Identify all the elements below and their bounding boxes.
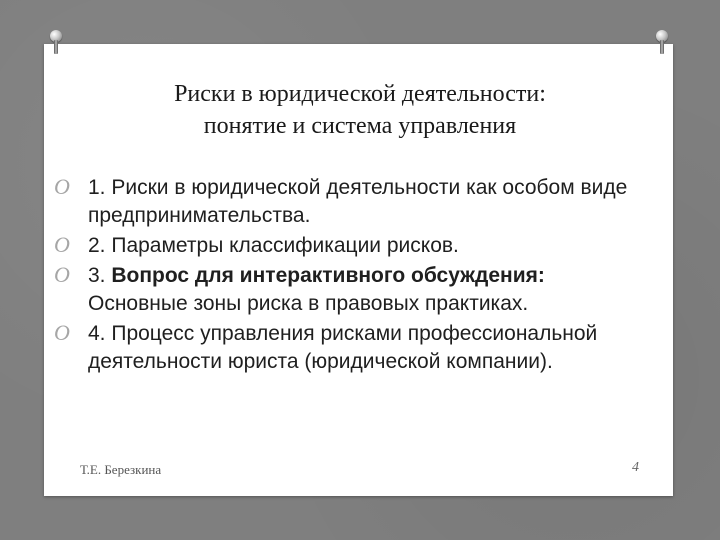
bullet-o-icon: O: [54, 262, 70, 287]
list-item-text: 4. Процесс управления рисками профессиональной деятельности юриста (юридической компании).: [88, 322, 598, 373]
list-item-text: 2. Параметры классификации рисков.: [88, 234, 459, 257]
list-item-number: 3.: [88, 264, 112, 287]
slide-title-line-1: Риски в юридической деятельности:: [174, 81, 546, 107]
pushpin-icon: [48, 30, 64, 54]
slide-title-line-2: понятие и система управления: [203, 113, 517, 139]
list-item: [48, 232, 648, 260]
list-item: [48, 262, 648, 318]
bullet-o-icon: O: [54, 320, 70, 345]
list-item: [48, 174, 648, 230]
bullet-o-icon: O: [54, 232, 70, 257]
list-item: [48, 320, 648, 376]
slide-title: [60, 78, 660, 142]
list-item-text: Основные зоны риска в правовых практиках.: [88, 292, 529, 315]
list-item-text: 1. Риски в юридической деятельности как особом виде предпринимательства.: [88, 176, 628, 227]
pushpin-icon: [654, 30, 670, 54]
footer-author: Т.Е. Березкина: [80, 462, 162, 477]
bullet-list: [48, 174, 648, 378]
slide-number: 4: [632, 460, 639, 475]
bullet-o-icon: O: [54, 174, 70, 199]
list-item-bold-text: Вопрос для интерактивного обсуждения:: [111, 264, 545, 287]
